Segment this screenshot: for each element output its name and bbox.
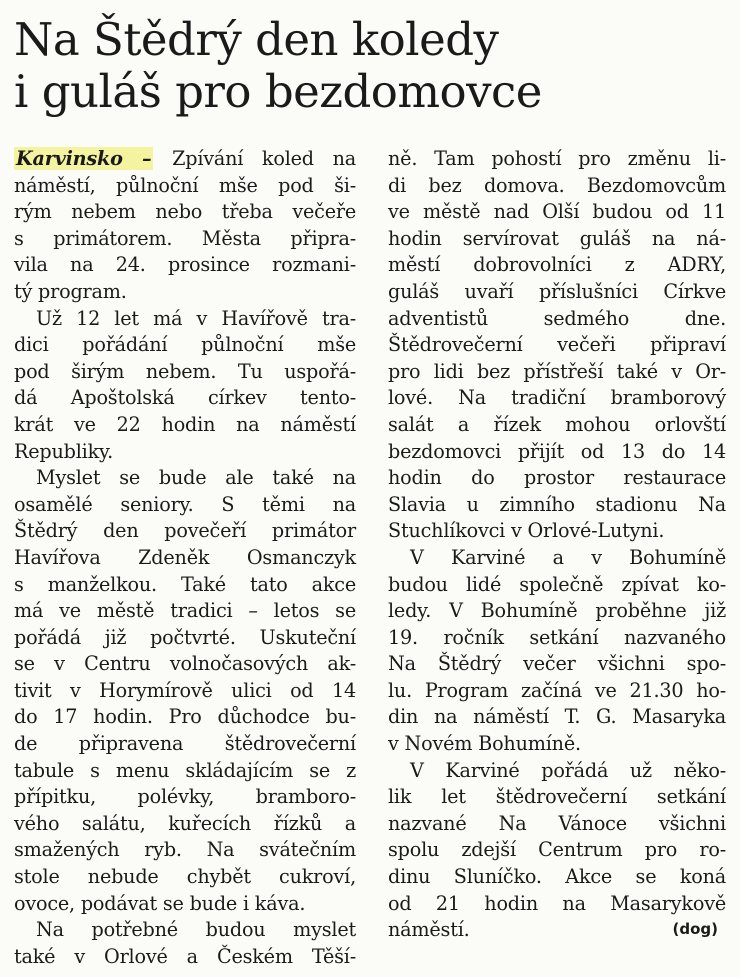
text-line: Štědrý den povečeří primátor — [14, 519, 356, 543]
text-line: náměstí. — [388, 918, 470, 942]
text-line: 19. ročník setkání nazvaného — [388, 625, 726, 649]
headline-line-1: Na Štědrý den koledy — [14, 13, 499, 66]
text-line: vila na 24. prosince rozmani- — [14, 253, 356, 277]
text-line: nazvané Na Vánoce všichni — [388, 811, 726, 835]
text-line: lu. Program začíná ve 21.30 ho- — [388, 678, 726, 702]
text-line: s primátorem. Města připra- — [14, 226, 356, 250]
article-column-right — [388, 146, 726, 944]
dateline: Karvinsko – — [16, 147, 152, 170]
text-line: se v Centru volnočasových ak- — [14, 652, 356, 676]
text-line: lik let štědrovečerní setkání — [388, 785, 726, 809]
text-line: také v Orlové a Českém Těší- — [14, 944, 356, 968]
text-line: s manželkou. Také tato akce — [14, 572, 356, 596]
text-line: od 21 hodin na Masarykově — [388, 891, 726, 915]
text-line: Republiky. — [14, 439, 114, 463]
text-line: ně. Tam pohostí pro změnu li- — [388, 147, 726, 170]
text-line: lové. Na tradiční bramborový — [388, 386, 726, 410]
text-line: pro lidi bez přístřeší také v Or- — [388, 359, 726, 383]
text-line: hodin servírovat guláš na ná- — [388, 226, 726, 250]
text-line: dá Apoštolská církev tento- — [14, 386, 356, 410]
text-line — [14, 146, 356, 173]
text-line: městí dobrovolníci z ADRY, — [388, 253, 726, 277]
text-line: osamělé seniory. S těmi na — [14, 492, 356, 516]
text-line: rým nebem nebo třeba večeře — [14, 200, 356, 224]
text-line: Slavia u zimního stadionu Na — [388, 492, 726, 516]
text-line: Havířova Zdeněk Osmanczyk — [14, 545, 356, 569]
article-column-left — [14, 146, 356, 970]
text-line: salát a řízek mohou orlovští — [388, 412, 726, 436]
text-line: v Novém Bohumíně. — [388, 732, 581, 756]
author-byline: (dog) — [672, 920, 718, 938]
text-line: Stuchlíkovci v Orlové-Lutyni. — [388, 519, 665, 543]
text-line: pod širým nebem. Tu uspořá- — [14, 359, 356, 383]
text-line: de připravena štědrovečerní — [14, 732, 356, 756]
text-line: adventistů sedmého dne. — [388, 306, 726, 330]
text-line: Už 12 let má v Havířově tra- — [36, 306, 356, 330]
text-line: ledy. V Bohumíně proběhne již — [388, 599, 726, 623]
text-line: V Karviné pořádá už něko- — [410, 758, 726, 782]
text-line: Na potřebné budou myslet — [36, 918, 356, 942]
text-line: má ve městě tradici – letos se — [14, 599, 356, 623]
text-line: tý program. — [14, 279, 127, 303]
text-line: hodin do prostor restaurace — [388, 466, 726, 490]
text-line: tivit v Horymírově ulici od 14 — [14, 678, 356, 702]
text-line: Myslet se bude ale také na — [36, 466, 356, 490]
text-line: Štědrovečerní večeři připraví — [388, 333, 726, 357]
text-line: dinu Sluníčko. Akce se koná — [388, 865, 726, 889]
text-line: pořádá již počtvrté. Uskuteční — [14, 625, 356, 649]
article-headline — [14, 14, 714, 118]
text-line: náměstí, půlnoční mše pod ši- — [14, 173, 356, 197]
text-line: guláš uvaří příslušníci Církve — [388, 279, 726, 303]
text-line: bezdomovci přijít od 13 do 14 — [388, 439, 726, 463]
text-line: spolu zdejší Centrum pro ro- — [388, 838, 726, 862]
text-line: vého salátu, kuřecích řízků a — [14, 811, 356, 835]
text-line: ovoce, podávat se bude i káva. — [14, 891, 306, 915]
text-line: stole nebude chybět cukroví, — [14, 865, 356, 889]
text-line: krát ve 22 hodin na náměstí — [14, 412, 356, 436]
text-line: budou lidé společně zpívat ko- — [388, 572, 726, 596]
text-line: din na náměstí T. G. Masaryka — [388, 705, 726, 729]
text-line: Na Štědrý večer všichni spo- — [388, 652, 726, 676]
text-line: tabule s menu skládajícím se z — [14, 758, 356, 782]
text-line: di bez domova. Bezdomovcům — [388, 173, 726, 197]
text-line: ve městě nad Olší budou od 11 — [388, 200, 726, 224]
text-line: dici pořádání půlnoční mše — [14, 333, 356, 357]
text-line: smažených ryb. Na svátečním — [14, 838, 356, 862]
headline-line-2: i guláš pro bezdomovce — [14, 65, 542, 118]
text-line: V Karviné a v Bohumíně — [410, 545, 726, 569]
text-fragment: Zpívání koled na — [153, 147, 356, 170]
text-line: přípitku, polévky, bramboro- — [14, 785, 356, 809]
text-line: do 17 hodin. Pro důchodce bu- — [14, 705, 356, 729]
